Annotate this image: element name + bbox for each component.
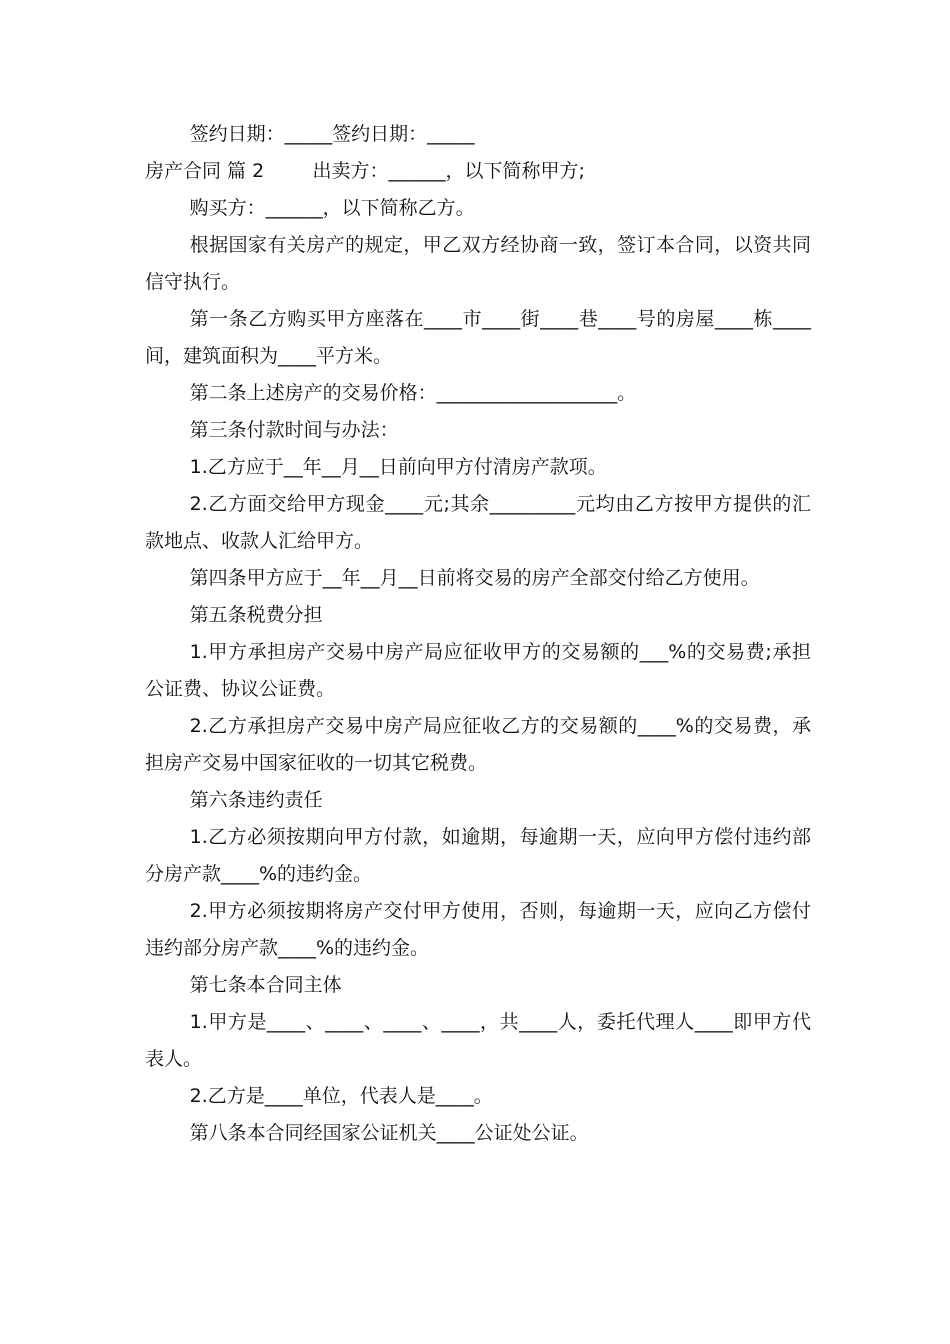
article-2: 第二条上述房产的交易价格：___________________。 [189, 382, 637, 404]
article-5-item-2: 2.乙方承担房产交易中房产局应征收乙方的交易额的____%的交易费，承担房产交易中国家征收的一切其它税费。 [145, 715, 811, 774]
article-6-heading: 第六条违约责任 [189, 789, 323, 811]
contract-title-seller-line: 房产合同 篇 2 出卖方：______，以下简称甲方; [145, 160, 585, 182]
article-7-item-2: 2.乙方是____单位，代表人是____。 [189, 1085, 493, 1107]
preamble-paragraph: 根据国家有关房产的规定，甲乙双方经协商一致，签订本合同，以资共同信守执行。 [145, 234, 811, 293]
article-4: 第四条甲方应于__年__月__日前将交易的房产全部交付给乙方使用。 [189, 567, 760, 589]
article-3-item-1: 1.乙方应于__年__月__日前向甲方付清房产款项。 [189, 456, 607, 478]
document-body [145, 116, 811, 1152]
article-1: 第一条乙方购买甲方座落在____市____街____巷____号的房屋____栋____间，建筑面积为____平方米。 [145, 308, 811, 367]
article-5-heading: 第五条税费分担 [189, 604, 323, 626]
article-6-item-1: 1.乙方必须按期向甲方付款，如逾期，每逾期一天，应向甲方偿付违约部分房产款____%的违约金。 [145, 826, 811, 885]
article-8: 第八条本合同经国家公证机关____公证处公证。 [189, 1122, 589, 1144]
article-3-item-2: 2.乙方面交给甲方现金____元;其余_________元均由乙方按甲方提供的汇款地点、收款人汇给甲方。 [145, 493, 811, 552]
article-7-item-1: 1.甲方是____、____、____、____，共____人，委托代理人____即甲方代表人。 [145, 1011, 811, 1070]
article-3-heading: 第三条付款时间与办法： [189, 419, 399, 441]
signing-date-line: 签约日期：_____签约日期：_____ [189, 123, 475, 145]
article-7-heading: 第七条本合同主体 [189, 974, 342, 996]
article-5-item-1: 1.甲方承担房产交易中房产局应征收甲方的交易额的___%的交易费;承担公证费、协议公证费。 [145, 641, 811, 700]
article-6-item-2: 2.甲方必须按期将房产交付甲方使用，否则，每逾期一天，应向乙方偿付违约部分房产款____%的违约金。 [145, 900, 811, 959]
buyer-line: 购买方：______，以下简称乙方。 [189, 197, 475, 219]
